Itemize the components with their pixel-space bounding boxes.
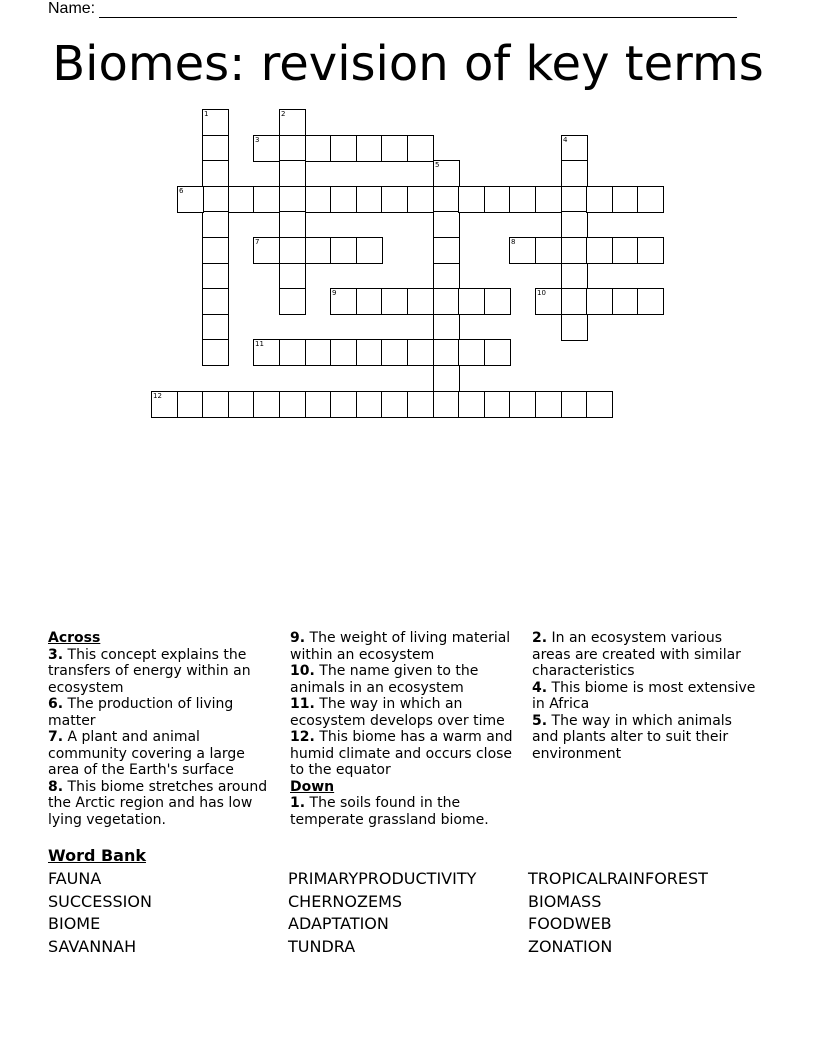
crossword-cell[interactable] [458,186,485,213]
crossword-cell[interactable] [202,263,229,290]
crossword-cell[interactable] [177,391,204,418]
word-bank-item: ADAPTATION [288,914,389,934]
crossword-cell[interactable] [279,263,306,290]
clue-across-6: 6. The production of living matter [48,696,234,729]
crossword-cell[interactable] [433,160,460,187]
crossword-cell[interactable] [433,391,460,418]
word-bank-item: BIOME [48,914,101,934]
crossword-cell[interactable] [637,237,664,264]
name-label: Name: [48,0,96,17]
crossword-cell[interactable] [433,288,460,315]
crossword-cell[interactable] [586,391,613,418]
crossword-cell[interactable] [433,314,460,341]
crossword-cell[interactable] [279,160,306,187]
crossword-cell[interactable] [381,339,408,366]
crossword-cell[interactable] [356,288,383,315]
crossword-cell[interactable] [535,186,562,213]
crossword-cell[interactable] [433,263,460,290]
crossword-cell[interactable] [484,339,511,366]
word-bank-item: BIOMASS [528,891,602,911]
crossword-cell[interactable] [279,109,306,136]
across-heading: Across [48,630,101,646]
clue-across-10: 10. The name given to the animals in an ecosystem [290,663,479,696]
word-bank-item: SAVANNAH [48,937,137,957]
clue-down-4: 4. This biome is most extensive in Africa [532,679,756,712]
clue-number: 5 [435,161,440,169]
crossword-cell[interactable] [535,391,562,418]
crossword-cell[interactable] [433,237,460,264]
crossword-cell[interactable] [202,391,229,418]
crossword-cell[interactable] [279,339,306,366]
crossword-cell[interactable] [561,263,588,290]
crossword-cell[interactable] [407,135,434,162]
word-bank-item: FAUNA [48,869,102,888]
word-bank-item: PRIMARYPRODUCTIVITY [288,869,477,888]
crossword-cell[interactable] [381,135,408,162]
crossword-cell[interactable] [458,288,485,315]
clue-number: 7 [255,238,260,246]
crossword-cell[interactable] [253,391,280,418]
clue-number: 3 [255,136,260,144]
word-bank-item: SUCCESSION [48,891,152,911]
clues-column-2 [290,630,518,828]
crossword-cell[interactable] [279,135,306,162]
clue-number: 12 [153,392,162,400]
crossword-cell[interactable] [484,288,511,315]
crossword-cell[interactable] [381,186,408,213]
crossword-cell[interactable] [228,186,255,213]
crossword-cell[interactable] [356,339,383,366]
crossword-cell[interactable] [561,237,588,264]
crossword-cell[interactable] [433,186,460,213]
crossword-cell[interactable] [305,237,332,264]
crossword-cell[interactable] [151,391,178,418]
crossword-cell[interactable] [509,237,536,264]
clue-number: 11 [255,340,264,348]
crossword-cell[interactable] [561,186,588,213]
crossword-cell[interactable] [381,391,408,418]
crossword-cell[interactable] [509,391,536,418]
clue-number: 6 [179,187,184,195]
word-bank-title: Word Bank [48,846,147,865]
crossword-cell[interactable] [202,339,229,366]
crossword-cell[interactable] [484,186,511,213]
crossword-cell[interactable] [509,186,536,213]
crossword-cell[interactable] [433,339,460,366]
crossword-cell[interactable] [458,339,485,366]
crossword-cell[interactable] [330,237,357,264]
page-title: Biomes: revision of key terms [52,36,764,92]
crossword-cell[interactable] [586,288,613,315]
crossword-cell[interactable] [356,186,383,213]
crossword-cell[interactable] [330,186,357,213]
crossword-cell[interactable] [535,288,562,315]
crossword-cell[interactable] [330,288,357,315]
word-bank-item: ZONATION [528,937,613,957]
crossword-grid [0,0,816,440]
crossword-cell[interactable] [381,288,408,315]
crossword-cell[interactable] [356,391,383,418]
crossword-cell[interactable] [279,186,306,213]
crossword-cell[interactable] [253,135,280,162]
clue-across-7: 7. A plant and animal community covering a large area of the Earth's surface [48,729,245,778]
clue-number: 2 [281,110,286,118]
crossword-cell[interactable] [535,237,562,264]
crossword-cell[interactable] [637,288,664,315]
down-heading: Down [290,778,335,795]
clue-across-3: 3. This concept explains the transfers of energy within an ecosystem [48,646,251,696]
clue-across-8: 8. This biome stretches around the Arctic region and has low lying vegetation. [48,778,268,828]
crossword-cell[interactable] [356,135,383,162]
crossword-cell[interactable] [407,391,434,418]
clue-number: 1 [204,110,209,118]
crossword-cell[interactable] [202,211,229,238]
clue-across-9: 9. The weight of living material within an ecosystem [290,630,511,663]
crossword-cell[interactable] [484,391,511,418]
clue-number: 10 [537,289,546,297]
clue-down-1: 1. The soils found in the temperate grassland biome. [290,795,489,828]
clue-down-5: 5. The way in which animals and plants alter to suit their environment [532,712,732,762]
crossword-cell[interactable] [279,391,306,418]
crossword-cell[interactable] [202,237,229,264]
clues-column-3 [532,630,760,762]
crossword-cell[interactable] [458,391,485,418]
word-bank-column-3 [528,868,708,959]
clue-number: 8 [511,238,516,246]
crossword-cell[interactable] [407,186,434,213]
crossword-cell[interactable] [202,109,229,136]
crossword-cell[interactable] [586,237,613,264]
clues-column-1 [48,630,276,828]
crossword-cell[interactable] [407,339,434,366]
crossword-cell[interactable] [561,135,588,162]
crossword-cell[interactable] [561,314,588,341]
clue-across-12: 12. This biome has a warm and humid climate and occurs close to the equator [290,729,513,778]
crossword-cell[interactable] [433,211,460,238]
crossword-cell[interactable] [253,339,280,366]
clue-down-2: 2. In an ecosystem various areas are created with similar characteristics [532,630,741,679]
crossword-cell[interactable] [637,186,664,213]
crossword-cell[interactable] [279,288,306,315]
crossword-cell[interactable] [561,211,588,238]
crossword-cell[interactable] [228,391,255,418]
crossword-cell[interactable] [305,186,332,213]
crossword-cell[interactable] [305,135,332,162]
clue-number: 9 [332,289,337,297]
word-bank-column-1 [48,868,152,959]
crossword-cell[interactable] [305,339,332,366]
word-bank-column-2 [288,868,476,959]
crossword-cell[interactable] [561,288,588,315]
crossword-cell[interactable] [202,288,229,315]
crossword-cell[interactable] [330,391,357,418]
word-bank-item: TROPICALRAINFOREST [528,869,708,888]
clue-across-11: 11. The way in which an ecosystem develops over time [290,696,505,729]
crossword-cell[interactable] [561,391,588,418]
crossword-cell[interactable] [202,186,229,213]
crossword-cell[interactable] [202,135,229,162]
crossword-cell[interactable] [612,186,639,213]
crossword-cell[interactable] [330,339,357,366]
crossword-cell[interactable] [330,135,357,162]
word-bank-item: CHERNOZEMS [288,891,403,911]
crossword-cell[interactable] [279,211,306,238]
crossword-cell[interactable] [561,160,588,187]
crossword-cell[interactable] [433,365,460,392]
crossword-cell[interactable] [612,288,639,315]
crossword-cell[interactable] [202,314,229,341]
word-bank-item: TUNDRA [288,937,356,957]
crossword-cell[interactable] [279,237,306,264]
crossword-cell[interactable] [612,237,639,264]
crossword-cell[interactable] [586,186,613,213]
crossword-cell[interactable] [253,237,280,264]
crossword-cell[interactable] [407,288,434,315]
crossword-cell[interactable] [305,391,332,418]
crossword-cell[interactable] [177,186,204,213]
crossword-cell[interactable] [356,237,383,264]
word-bank-item: FOODWEB [528,914,612,934]
clue-number: 4 [563,136,568,144]
crossword-cell[interactable] [253,186,280,213]
crossword-cell[interactable] [202,160,229,187]
